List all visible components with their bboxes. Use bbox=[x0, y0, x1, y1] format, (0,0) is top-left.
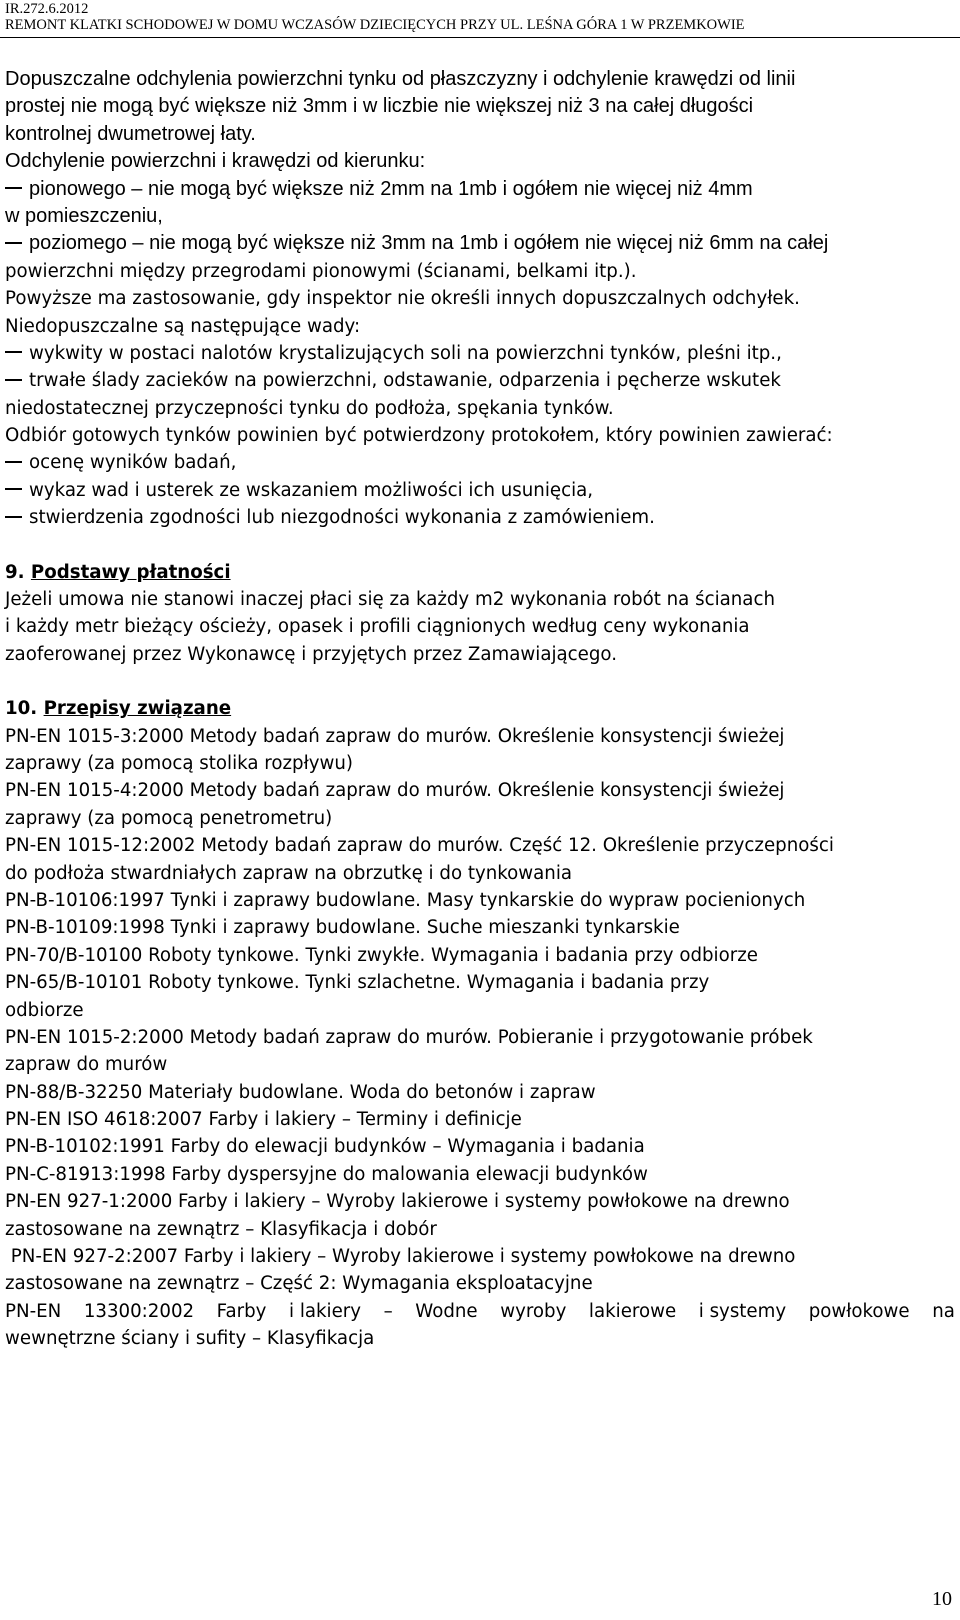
word: Wodne bbox=[415, 1300, 478, 1322]
text-line: PN-C-81913:1998 Farby dyspersyjne do malowania elewacji budynków bbox=[5, 1163, 648, 1185]
justified-text-line bbox=[5, 1298, 955, 1325]
paragraph-tolerances bbox=[5, 66, 955, 258]
text-line: PN-EN 1015-2:2000 Metody badań zapraw do murów. Pobieranie i przygotowanie próbek bbox=[5, 1026, 813, 1048]
text-line: Niedopuszczalne są następujące wady: bbox=[5, 315, 361, 337]
dash-bullet-icon bbox=[5, 351, 22, 353]
word: i systemy bbox=[698, 1300, 787, 1322]
list-item: wykaz wad i usterek ze wskazaniem możliwości ich usunięcia, bbox=[5, 477, 955, 504]
text-line: PN-88/B-32250 Materiały budowlane. Woda do betonów i zapraw bbox=[5, 1081, 596, 1103]
text-line: zastosowane na zewnątrz – Część 2: Wymagania eksploatacyjne bbox=[5, 1273, 593, 1295]
list-item: stwierdzenia zgodności lub niezgodności wykonania z zamówieniem. bbox=[5, 504, 955, 531]
text-line: PN-EN 1015-4:2000 Metody badań zapraw do murów. Określenie konsystencji świeżej bbox=[5, 780, 785, 802]
text-line: PN-EN 927-1:2000 Farby i lakiery – Wyroby lakierowe i systemy powłokowe na drewno bbox=[5, 1191, 790, 1213]
text-line: Powyższe ma zastosowanie, gdy inspektor nie określi innych dopuszczalnych odchyłek. bbox=[5, 288, 800, 310]
document-title: REMONT KLATKI SCHODOWEJ W DOMU WCZASÓW DZIECIĘCYCH PRZY UL. LEŚNA GÓRA 1 W PRZEMKOWIE bbox=[5, 17, 745, 33]
list-item: wykwity w postaci nalotów krystalizujących soli na powierzchni tynków, pleśni itp., bbox=[5, 340, 955, 367]
document-id: IR.272.6.2012 bbox=[5, 1, 89, 17]
paragraph-defects bbox=[5, 258, 955, 1353]
text-line: PN-B-10102:1991 Farby do elewacji budynków – Wymagania i badania bbox=[5, 1136, 645, 1158]
text-line: prostej nie mogą być większe niż 3mm i w liczbie nie większej niż 3 na całej długości bbox=[5, 95, 754, 118]
section-heading-regulations: 10. Przepisy związane bbox=[5, 698, 232, 720]
text-line: odbiorze bbox=[5, 999, 84, 1021]
text-line: PN-EN 1015-12:2002 Metody badań zapraw do murów. Część 12. Określenie przyczepności bbox=[5, 835, 834, 857]
list-item: ocenę wyników badań, bbox=[5, 449, 955, 476]
text-line: PN-65/B-10101 Roboty tynkowe. Tynki szlachetne. Wymagania i badania przy bbox=[5, 972, 710, 994]
text-line: PN-EN ISO 4618:2007 Farby i lakiery – Terminy i definicje bbox=[5, 1109, 522, 1131]
dash-bullet-icon bbox=[5, 242, 22, 244]
text-line: w pomieszczeniu, bbox=[5, 204, 163, 227]
word: 13300:2002 bbox=[83, 1300, 195, 1322]
word: lakierowe bbox=[588, 1300, 677, 1322]
text-line: Odchylenie powierzchni i krawędzi od kierunku: bbox=[5, 150, 426, 173]
page-number: 10 bbox=[932, 1588, 952, 1610]
word: Farby bbox=[216, 1300, 267, 1322]
text-line: zaprawy (za pomocą stolika rozpływu) bbox=[5, 752, 353, 774]
dash-bullet-icon bbox=[5, 516, 22, 518]
word: i lakiery bbox=[288, 1300, 362, 1322]
text-line: PN-B-10109:1998 Tynki i zaprawy budowlane. Suche mieszanki tynkarskie bbox=[5, 917, 680, 939]
text-line: wewnętrzne ściany i sufity – Klasyfikacja bbox=[5, 1328, 375, 1350]
text-line: zapraw do murów bbox=[5, 1054, 168, 1076]
word: wyroby bbox=[500, 1300, 567, 1322]
text-line: zaoferowanej przez Wykonawcę i przyjętych przez Zamawiającego. bbox=[5, 643, 617, 665]
dash-bullet-icon bbox=[5, 488, 22, 490]
text-line: Jeżeli umowa nie stanowi inaczej płaci się za każdy m2 wykonania robót na ścianach bbox=[5, 589, 775, 611]
text-line: PN-EN 1015-3:2000 Metody badań zapraw do murów. Określenie konsystencji świeżej bbox=[5, 725, 785, 747]
word: na bbox=[932, 1300, 955, 1322]
text-line: PN-EN 927-2:2007 Farby i lakiery – Wyroby lakierowe i systemy powłokowe na drewno bbox=[5, 1246, 796, 1268]
text-line: do podłoża stwardniałych zapraw na obrzutkę i do tynkowania bbox=[5, 862, 573, 884]
text-line: Dopuszczalne odchylenia powierzchni tynku od płaszczyzny i odchylenie krawędzi od linii bbox=[5, 68, 796, 90]
text-line: powierzchni między przegrodami pionowymi (ścianami, belkami itp.). bbox=[5, 260, 637, 282]
list-item: pionowego – nie mogą być większe niż 2mm na 1mb i ogółem nie więcej niż 4mm bbox=[5, 176, 955, 203]
text-line: kontrolnej dwumetrowej łaty. bbox=[5, 122, 256, 145]
dash-bullet-icon bbox=[5, 379, 22, 381]
text-line: zastosowane na zewnątrz – Klasyfikacja i dobór bbox=[5, 1218, 437, 1240]
text-line: i każdy metr bieżący ościeży, opasek i profili ciągnionych według ceny wykonania bbox=[5, 616, 750, 638]
list-item: trwałe ślady zacieków na powierzchni, odstawanie, odparzenia i pęcherze wskutek bbox=[5, 367, 955, 394]
text-line: niedostatecznej przyczepności tynku do podłoża, spękania tynków. bbox=[5, 397, 614, 419]
text-line: Odbiór gotowych tynków powinien być potwierdzony protokołem, który powinien zawierać: bbox=[5, 425, 833, 447]
word: PN-EN bbox=[5, 1300, 62, 1322]
word: – bbox=[383, 1300, 393, 1322]
section-heading-payments: 9. Podstawy płatności bbox=[5, 561, 231, 583]
list-item: poziomego – nie mogą być większe niż 3mm na 1mb i ogółem nie więcej niż 6mm na całej bbox=[5, 230, 955, 257]
text-line: PN-70/B-10100 Roboty tynkowe. Tynki zwykłe. Wymagania i badania przy odbiorze bbox=[5, 944, 758, 966]
dash-bullet-icon bbox=[5, 187, 22, 189]
text-line: zaprawy (za pomocą penetrometru) bbox=[5, 807, 333, 829]
document-body bbox=[5, 66, 955, 1353]
header-rule bbox=[0, 37, 960, 38]
text-line: PN-B-10106:1997 Tynki i zaprawy budowlane. Masy tynkarskie do wypraw pocienionych bbox=[5, 889, 806, 911]
dash-bullet-icon bbox=[5, 461, 22, 463]
word: powłokowe bbox=[808, 1300, 910, 1322]
